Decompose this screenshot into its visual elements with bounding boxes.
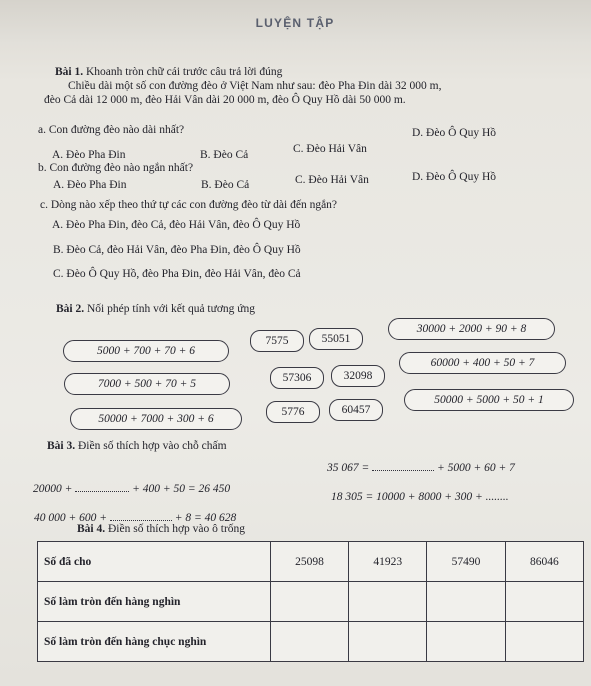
result-box[interactable]: 57306 [270,367,324,389]
exercise-1-line [55,66,282,79]
answer-cell[interactable] [270,622,348,662]
option-c-A[interactable]: A. Đèo Pha Đin, đèo Cả, đèo Hải Vân, đèo Ô Quy Hồ [52,219,301,231]
given-number: 41923 [349,542,427,582]
exercise-3-heading: Bài 3. [47,440,76,452]
option-b-D[interactable]: D. Đèo Ô Quy Hồ [412,171,497,183]
left-expression-2[interactable]: 7000 + 500 + 70 + 5 [64,373,230,395]
exercise-1-intro-line-1: Chiều dài một số con đường đèo ở Việt Nam như sau: đèo Pha Đin dài 32 000 m, [68,80,442,92]
exercise-4-heading: Bài 4. [77,523,106,535]
given-number: 57490 [427,542,505,582]
right-expression-1[interactable]: 30000 + 2000 + 90 + 8 [388,318,555,340]
exercise-1-instruction: Khoanh tròn chữ cái trước câu trả lời đúng [86,66,283,78]
left-expression-1[interactable]: 5000 + 700 + 70 + 6 [63,340,229,362]
right-expression-3[interactable]: 50000 + 5000 + 50 + 1 [404,389,574,411]
question-c: c. Dòng nào xếp theo thứ tự các con đường đèo từ dài đến ngắn? [40,199,338,211]
result-box[interactable]: 5776 [266,401,320,423]
row1-right-suffix: + 5000 + 60 + 7 [437,462,515,474]
table-row [38,582,584,622]
exercise-3-instruction: Điền số thích hợp vào chỗ chấm [78,440,227,452]
row1-left-prefix: 20000 + [33,483,73,495]
question-b: b. Con đường đèo nào ngắn nhất? [38,162,194,174]
exercise-4-instruction: Điền số thích hợp vào ô trống [108,523,246,535]
exercise-2-line [56,303,255,316]
page-title: LUYỆN TẬP [255,16,335,30]
question-a: a. Con đường đèo nào dài nhất? [38,124,185,136]
row2-left-prefix: 40 000 + 600 + [34,512,108,524]
right-expression-2[interactable]: 60000 + 400 + 50 + 7 [399,352,566,374]
result-box[interactable]: 55051 [309,328,363,350]
row1-left-suffix: + 400 + 50 = 26 450 [132,483,231,495]
table-row [38,622,584,662]
result-box[interactable]: 32098 [331,365,385,387]
blank-field[interactable] [110,511,172,521]
row2-left-suffix: + 8 = 40 628 [174,512,237,524]
option-a-D[interactable]: D. Đèo Ô Quy Hồ [412,127,497,139]
option-a-A[interactable]: A. Đèo Pha Đin [52,149,126,161]
answer-cell[interactable] [505,582,583,622]
option-c-C[interactable]: C. Đèo Ô Quy Hồ, đèo Pha Đin, đèo Hải Vân, đèo Cả [53,268,301,280]
given-number: 25098 [270,542,348,582]
table-row [38,542,584,582]
result-box[interactable]: 7575 [250,330,304,352]
option-b-A[interactable]: A. Đèo Pha Đin [53,179,127,191]
exercise-3-row2-right[interactable]: 18 305 = 10000 + 8000 + 300 + ........ [331,491,509,503]
row-label: Số làm tròn đến hàng nghìn [38,582,271,622]
answer-cell[interactable] [349,582,427,622]
exercise-4-line [77,523,245,536]
row-label: Số đã cho [38,542,271,582]
exercise-2-instruction: Nối phép tính với kết quả tương ứng [87,303,256,315]
given-number: 86046 [505,542,583,582]
rounding-table [37,541,584,662]
option-a-C[interactable]: C. Đèo Hải Vân [293,143,367,155]
option-b-C[interactable]: C. Đèo Hải Vân [295,174,369,186]
answer-cell[interactable] [427,622,505,662]
option-c-B[interactable]: B. Đèo Cả, đèo Hải Vân, đèo Pha Đin, đèo Ô Quy Hồ [53,244,301,256]
row-label: Số làm tròn đến hàng chục nghìn [38,622,271,662]
result-box[interactable]: 60457 [329,399,383,421]
option-a-B[interactable]: B. Đèo Cả [200,149,249,161]
exercise-3-row1-left [33,482,230,496]
blank-field[interactable] [372,461,434,471]
answer-cell[interactable] [505,622,583,662]
exercise-3-line [47,440,227,453]
blank-field[interactable] [75,482,129,492]
exercise-3-row1-right [327,461,515,475]
answer-cell[interactable] [270,582,348,622]
answer-cell[interactable] [349,622,427,662]
exercise-1-heading: Bài 1. [55,66,84,78]
exercise-1-intro-line-2: đèo Cả dài 12 000 m, đèo Hải Vân dài 20 000 m, đèo Ô Quy Hồ dài 50 000 m. [44,94,406,106]
answer-cell[interactable] [427,582,505,622]
row1-right-prefix: 35 067 = [327,462,370,474]
option-b-B[interactable]: B. Đèo Cả [201,179,250,191]
exercise-2-heading: Bài 2. [56,303,85,315]
left-expression-3[interactable]: 50000 + 7000 + 300 + 6 [70,408,242,430]
